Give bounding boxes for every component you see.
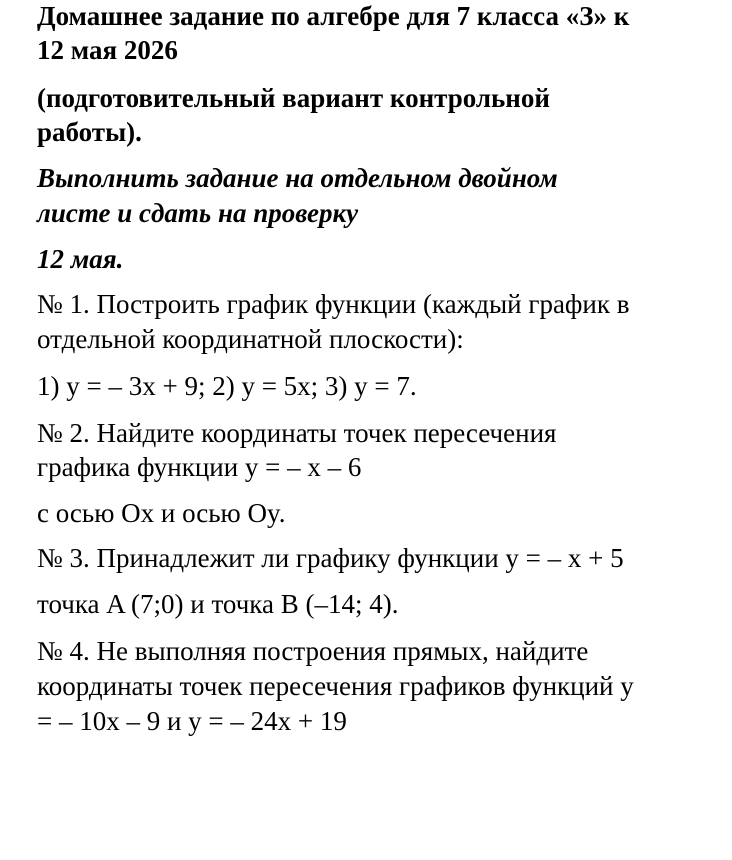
instruction-line-2: листе и сдать на проверку (37, 198, 359, 228)
task2-line-1: № 2. Найдите координаты точек пересечения (37, 418, 557, 448)
task2-line-2: графика функции y = – x – 6 (37, 452, 362, 482)
title-line-2: 12 мая 2026 (37, 35, 178, 65)
task1-line-1: № 1. Построить график функции (каждый график в (37, 289, 630, 319)
task2-extra: с осью Ox и осью Oy. (37, 498, 286, 528)
subtitle-line-2: работы). (37, 117, 142, 147)
task1-items: 1) y = – 3x + 9; 2) y = 5x; 3) y = 7. (37, 371, 417, 401)
date-line: 12 мая. (37, 244, 124, 274)
task3-extra: точка A (7;0) и точка B (–14; 4). (37, 589, 399, 619)
task4-line-2: координаты точек пересечения графиков функций y (37, 671, 634, 701)
task3-line: № 3. Принадлежит ли графику функции y = – x + 5 (37, 543, 624, 573)
instruction-line-1: Выполнить задание на отдельном двойном (37, 163, 558, 193)
subtitle-line-1: (подготовительный вариант контрольной (37, 83, 550, 113)
title-line-1: Домашнее задание по алгебре для 7 класса «З» к (37, 1, 630, 31)
task4-line-1: № 4. Не выполняя построения прямых, найдите (37, 636, 589, 666)
task1-line-2: отдельной координатной плоскости): (37, 324, 464, 354)
task4-line-3: = – 10x – 9 и y = – 24x + 19 (37, 706, 347, 736)
